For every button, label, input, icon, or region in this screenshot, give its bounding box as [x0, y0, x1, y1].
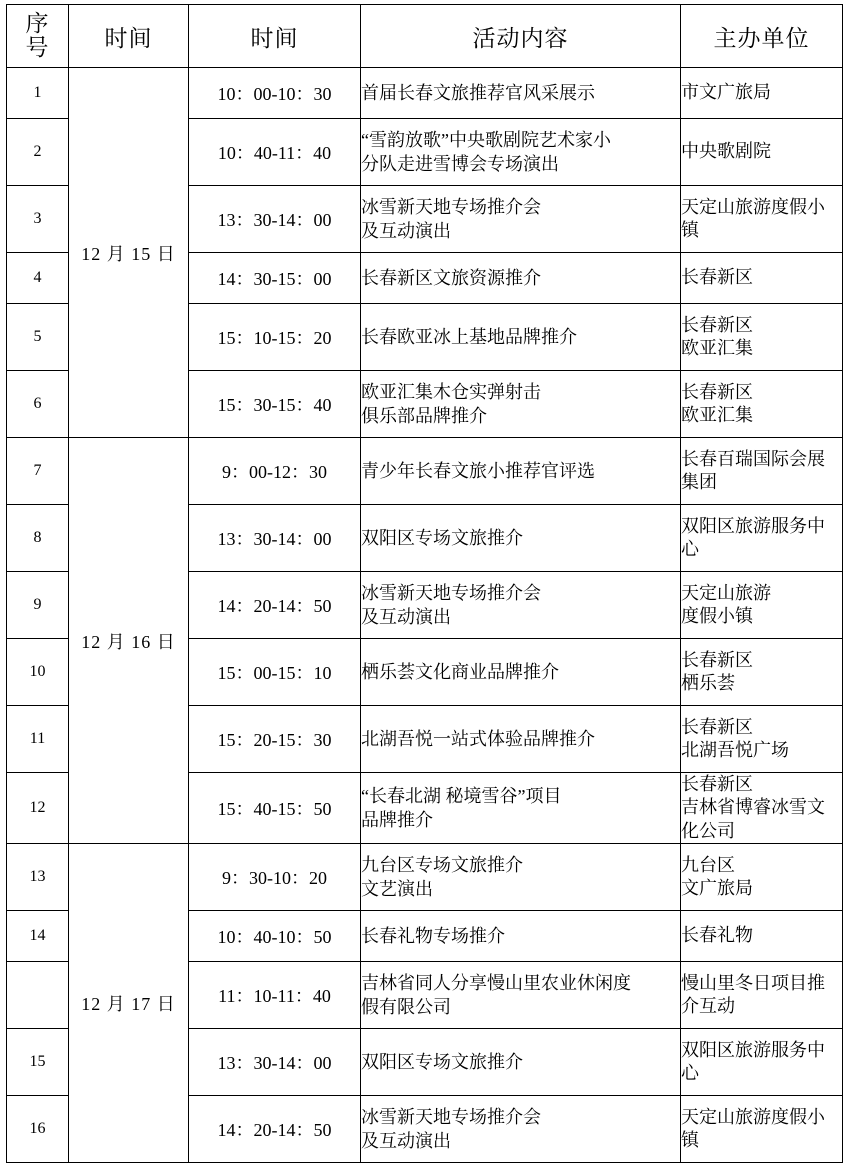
row-organizer — [681, 371, 843, 438]
row-activity — [361, 253, 681, 304]
header-activity: 活动内容 — [361, 5, 681, 68]
activity-line: 及互动演出 — [361, 221, 451, 241]
row-organizer — [681, 1096, 843, 1163]
row-index: 14 — [7, 911, 69, 962]
row-time: 14：20-14：50 — [189, 572, 361, 639]
row-index: 4 — [7, 253, 69, 304]
row-index — [7, 962, 69, 1029]
activity-line: 吉林省同人分享慢山里农业休闲度 — [361, 972, 631, 993]
row-activity — [361, 773, 681, 844]
row-time: 15：20-15：30 — [189, 706, 361, 773]
activity-line: 冰雪新天地专场推介会 — [361, 582, 541, 603]
activity-line: 青少年长春文旅小推荐官评选 — [361, 460, 595, 481]
activity-line: 及互动演出 — [361, 1131, 451, 1152]
activity-line: 长春新区文旅资源推介 — [361, 267, 541, 288]
row-organizer — [681, 572, 843, 639]
row-activity — [361, 304, 681, 371]
header-time: 时间 — [189, 5, 361, 68]
row-date: 12 月 17 日 — [69, 844, 189, 1163]
row-time: 9：00-12：30 — [189, 438, 361, 505]
row-activity — [361, 186, 681, 253]
organizer-line: 长春新区 — [681, 267, 753, 288]
organizer-line: 长春新区 — [681, 774, 753, 794]
organizer-line: 文广旅局 — [681, 878, 753, 899]
organizer-line: 长春新区 — [681, 716, 753, 737]
activity-line: 长春欧亚冰上基地品牌推介 — [361, 326, 577, 347]
organizer-line: 心 — [681, 539, 699, 559]
row-time: 15：10-15：20 — [189, 304, 361, 371]
organizer-line: 天定山旅游度假小 — [681, 196, 825, 217]
row-index: 13 — [7, 844, 69, 911]
activity-line: “长春北湖 秘境雪谷”项目 — [361, 785, 562, 806]
row-time: 14：20-14：50 — [189, 1096, 361, 1163]
activity-line: 品牌推介 — [361, 810, 433, 831]
row-activity — [361, 572, 681, 639]
row-activity — [361, 438, 681, 505]
row-activity — [361, 911, 681, 962]
activity-line: 欧亚汇集木仓实弹射击 — [361, 381, 541, 402]
activity-line: 俱乐部品牌推介 — [361, 406, 487, 426]
row-index: 7 — [7, 438, 69, 505]
row-index: 10 — [7, 639, 69, 706]
row-index: 9 — [7, 572, 69, 639]
row-organizer — [681, 639, 843, 706]
row-organizer — [681, 304, 843, 371]
activity-line: 分队走进雪博会专场演出 — [361, 154, 559, 174]
organizer-line: 中央歌剧院 — [681, 141, 771, 162]
header-index — [7, 5, 69, 68]
row-activity — [361, 1096, 681, 1163]
organizer-line: 双阳区旅游服务中 — [681, 515, 825, 536]
organizer-line: 镇 — [681, 220, 699, 240]
row-time: 9：30-10：20 — [189, 844, 361, 911]
header-date: 时间 — [69, 5, 189, 68]
row-index: 15 — [7, 1029, 69, 1096]
row-time: 14：30-15：00 — [189, 253, 361, 304]
row-activity — [361, 962, 681, 1029]
schedule-table — [6, 4, 843, 1163]
activity-line: 双阳区专场文旅推介 — [361, 1052, 523, 1073]
row-organizer — [681, 186, 843, 253]
row-activity — [361, 371, 681, 438]
row-index: 3 — [7, 186, 69, 253]
organizer-line: 吉林省博睿冰雪文 — [681, 797, 825, 818]
organizer-line: 慢山里冬日项目推 — [681, 972, 825, 993]
row-time: 15：30-15：40 — [189, 371, 361, 438]
organizer-line: 九台区 — [681, 854, 735, 875]
organizer-line: 长春新区 — [681, 381, 753, 402]
row-index: 12 — [7, 773, 69, 844]
row-organizer — [681, 119, 843, 186]
organizer-line: 度假小镇 — [681, 606, 753, 626]
row-activity — [361, 844, 681, 911]
organizer-line: 长春新区 — [681, 649, 753, 670]
activity-line: 冰雪新天地专场推介会 — [361, 1106, 541, 1127]
organizer-line: 介互动 — [681, 996, 735, 1017]
table-row — [7, 68, 843, 119]
row-organizer — [681, 773, 843, 844]
row-time: 15：40-15：50 — [189, 773, 361, 844]
row-organizer — [681, 706, 843, 773]
organizer-line: 集团 — [681, 472, 717, 492]
row-organizer — [681, 253, 843, 304]
row-activity — [361, 119, 681, 186]
activity-line: 假有限公司 — [361, 997, 451, 1018]
organizer-line: 心 — [681, 1063, 699, 1084]
organizer-line: 双阳区旅游服务中 — [681, 1039, 825, 1060]
row-time: 15：00-15：10 — [189, 639, 361, 706]
activity-line: 双阳区专场文旅推介 — [361, 527, 523, 548]
row-time: 13：30-14：00 — [189, 1029, 361, 1096]
organizer-line: 长春百瑞国际会展 — [681, 448, 825, 469]
row-time: 10：40-11：40 — [189, 119, 361, 186]
organizer-line: 长春礼物 — [681, 925, 753, 946]
activity-line: 冰雪新天地专场推介会 — [361, 196, 541, 217]
row-activity — [361, 706, 681, 773]
header-index-line2: 号 — [25, 35, 50, 60]
organizer-line: 欧亚汇集 — [681, 405, 753, 425]
activity-line: 首届长春文旅推荐官风采展示 — [361, 82, 595, 103]
organizer-line: 天定山旅游度假小 — [681, 1106, 825, 1127]
row-organizer — [681, 962, 843, 1029]
organizer-line: 长春新区 — [681, 314, 753, 335]
table-body — [7, 68, 843, 1163]
activity-line: “雪韵放歌”中央歌剧院艺术家小 — [361, 129, 611, 150]
header-index-line1: 序 — [25, 10, 50, 36]
row-date: 12 月 16 日 — [69, 438, 189, 844]
activity-line: 北湖吾悦一站式体验品牌推介 — [361, 728, 595, 749]
row-time: 10：00-10：30 — [189, 68, 361, 119]
organizer-line: 镇 — [681, 1130, 699, 1151]
header-organizer: 主办单位 — [681, 5, 843, 68]
table-row — [7, 844, 843, 911]
organizer-line: 栖乐荟 — [681, 673, 735, 693]
row-time: 13：30-14：00 — [189, 186, 361, 253]
row-organizer — [681, 911, 843, 962]
row-time: 11：10-11：40 — [189, 962, 361, 1029]
document-page — [0, 4, 850, 1152]
activity-line: 栖乐荟文化商业品牌推介 — [361, 661, 559, 682]
organizer-line: 市文广旅局 — [681, 82, 771, 103]
row-date: 12 月 15 日 — [69, 68, 189, 438]
organizer-line: 北湖吾悦广场 — [681, 740, 789, 760]
organizer-line: 化公司 — [681, 820, 735, 841]
table-header-row — [7, 5, 843, 68]
row-organizer — [681, 1029, 843, 1096]
row-index: 5 — [7, 304, 69, 371]
table-header — [7, 5, 843, 68]
row-index: 16 — [7, 1096, 69, 1163]
row-index: 11 — [7, 706, 69, 773]
row-time: 10：40-10：50 — [189, 911, 361, 962]
row-activity — [361, 639, 681, 706]
row-index: 2 — [7, 119, 69, 186]
organizer-line: 天定山旅游 — [681, 582, 771, 603]
row-index: 8 — [7, 505, 69, 572]
row-organizer — [681, 505, 843, 572]
activity-line: 九台区专场文旅推介 — [361, 854, 523, 875]
row-organizer — [681, 438, 843, 505]
activity-line: 长春礼物专场推介 — [361, 926, 505, 947]
row-activity — [361, 1029, 681, 1096]
organizer-line: 欧亚汇集 — [681, 338, 753, 358]
table-row — [7, 438, 843, 505]
activity-line: 及互动演出 — [361, 607, 451, 627]
row-time: 13：30-14：00 — [189, 505, 361, 572]
row-index: 6 — [7, 371, 69, 438]
row-organizer — [681, 68, 843, 119]
row-index: 1 — [7, 68, 69, 119]
row-organizer — [681, 844, 843, 911]
row-activity — [361, 505, 681, 572]
activity-line: 文艺演出 — [361, 879, 433, 900]
row-activity — [361, 68, 681, 119]
